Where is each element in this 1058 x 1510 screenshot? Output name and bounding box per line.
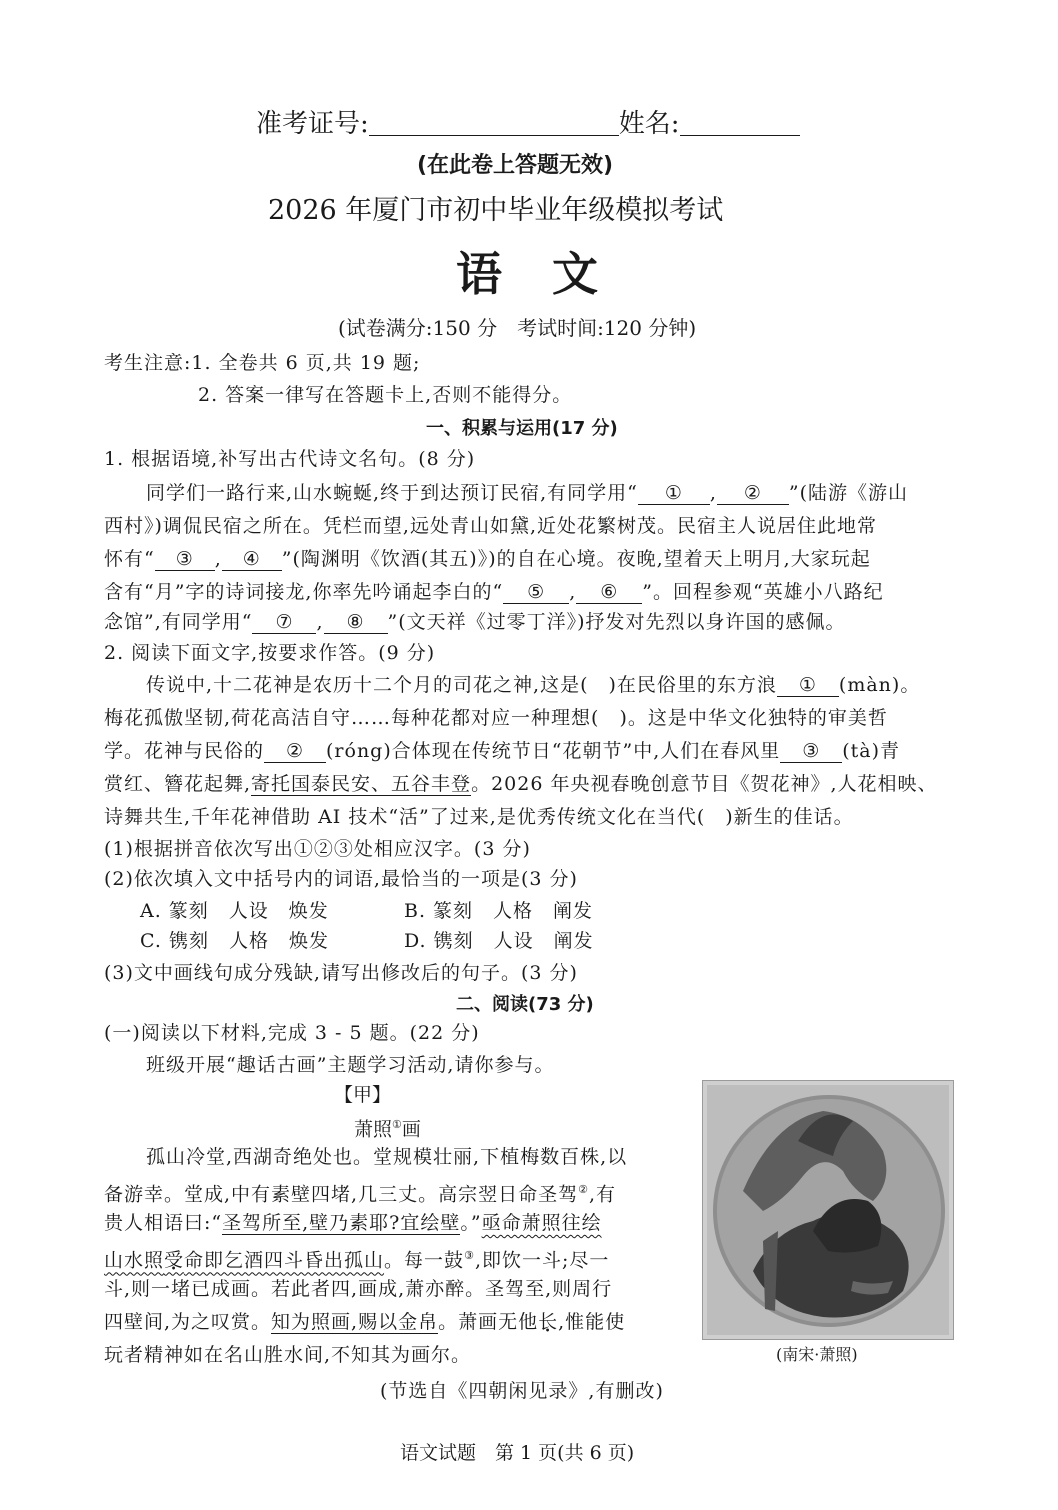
passage-text: ,即饮一斗;尽一: [474, 1249, 610, 1272]
dotted-char: 受: [164, 1249, 185, 1272]
underlined-sentence: 知为照画,赐以金帛: [271, 1311, 439, 1333]
page-footer: 语文试题 第 1 页(共 6 页): [400, 1442, 635, 1464]
notes-label: 考生注意:: [104, 352, 192, 374]
q2-sub-2: (2)依次填入文中括号内的词语,最恰当的一项是(3 分): [104, 868, 578, 890]
passage-line-2: [104, 1175, 616, 1209]
q2-line-4: [104, 769, 938, 799]
q1-text: 念馆”,有同学用“: [104, 611, 253, 633]
q2-text: (tà)青: [842, 740, 901, 762]
pinyin-blank-1: ①: [777, 674, 839, 697]
passage-text: ,惟能使: [558, 1311, 626, 1333]
section-2-heading: 二、阅读(73 分): [456, 994, 594, 1015]
blank-2: ②: [717, 482, 789, 505]
passage-line-4: [104, 1241, 609, 1275]
q2-line-3: [104, 736, 900, 766]
invalid-note: (在此卷上答题无效): [417, 153, 614, 178]
passage-text: 备游幸。堂成,中有素壁四堵,几三丈。高宗翌日命圣驾: [104, 1183, 579, 1206]
candidate-info-line: [256, 106, 800, 142]
q2-text: 学。花神与民俗的: [104, 740, 265, 762]
q1-text: 含有“月”字的诗词接龙,你率先吟诵起李白的“: [104, 581, 504, 603]
passage-line-1: 孤山冷堂,西湖奇绝处也。堂规模壮丽,下植梅数百株,以: [146, 1146, 628, 1168]
blank-6: ⑥: [576, 581, 642, 604]
passage-line-5: 斗,则一堵已成画。若此者四,画成,萧亦醉。圣驾至,则周行: [104, 1278, 613, 1300]
passage-text: ,有: [588, 1183, 617, 1206]
q1-text: ”(陶渊明《饮酒(其五)》)的自在心境。夜晚,望着天上明月,大家玩起: [281, 548, 871, 570]
passage-title-text: 萧照: [354, 1118, 393, 1141]
passage-text: 贵人相语曰:“: [104, 1212, 223, 1234]
q2-sub-3: (3)文中画线句成分残缺,请写出修改后的句子。(3 分): [104, 962, 578, 984]
q2-text: (màn)。: [838, 674, 921, 696]
footnote-mark: ③: [464, 1249, 475, 1262]
q2-line-2: 梅花孤傲坚韧,荷花高洁自守……每种花都对应一种理想( )。这是中华文化独特的审美哲: [104, 707, 888, 729]
passage-text: 四壁间,为之叹赏。: [104, 1311, 272, 1333]
passage-source: (节选自《四朝闲见录》,有删改): [380, 1380, 664, 1402]
passage-text: 。每一鼓: [384, 1249, 465, 1272]
q1-line-2: 西村》)调侃民宿之所在。凭栏而望,远处青山如黛,近处花繁树茂。民宿主人说居住此地常: [104, 515, 877, 537]
underlined-sentence: 圣驾所至,壁乃素耶?宜绘壁: [222, 1212, 461, 1234]
passage-line-6: [104, 1307, 625, 1337]
q1-line-5: 念馆”,有同学用“ ⑦ , ⑧ ”(文天祥《过零丁洋》)抒发对先烈以身许国的感佩。: [104, 611, 846, 633]
landscape-painting-icon: [703, 1081, 953, 1339]
pinyin-blank-3: ③: [780, 740, 842, 763]
subject-title: 语 文: [456, 247, 600, 301]
blank-3: ③: [155, 548, 215, 571]
q2-text: 。2026 年央视春晚创意节目《贺花神》,人花相映、: [471, 773, 938, 795]
notes-item-1: 1. 全卷共 6 页,共 19 题;: [191, 352, 421, 374]
name-blank: [680, 113, 800, 136]
blank-4: ④: [222, 548, 282, 571]
painting-image: [702, 1080, 954, 1340]
q1-text: 同学们一路行来,山水蜿蜒,终于到达预订民宿,有同学用“: [146, 482, 638, 504]
exam-title: 2026 年厦门市初中毕业年级模拟考试: [268, 195, 724, 226]
blank-1: ①: [638, 482, 710, 505]
q2-text: 赏红、簪花起舞,: [104, 773, 252, 795]
option-d: D. 镌刻 人设 阐发: [404, 930, 594, 952]
q1-line-4: 含有“月”字的诗词接龙,你率先吟诵起李白的“ ⑤ , ⑥ ”。回程参观“英雄小八路纪: [104, 581, 884, 603]
score-time: (试卷满分:150 分 考试时间:120 分钟): [338, 316, 697, 340]
reading-1-stem: (一)阅读以下材料,完成 3 - 5 题。(22 分): [104, 1022, 480, 1044]
passage-line-7: 玩者精神如在名山胜水间,不知其为画尔。: [104, 1344, 472, 1366]
passage-line-3: [104, 1208, 602, 1238]
wavy-underlined-sentence: 命即乞酒四斗昏出孤山: [184, 1249, 385, 1272]
exam-id-blank: [369, 113, 619, 136]
passage-label: 【甲】: [334, 1084, 392, 1106]
painting-caption: (南宋·萧照): [776, 1345, 858, 1364]
option-a: A. 篆刻 人设 焕发: [140, 900, 329, 922]
q2-line-1: [146, 670, 920, 700]
q1-text: ”(文天祥《过零丁洋》)抒发对先烈以身许国的感佩。: [387, 611, 846, 633]
blank-8: ⑧: [324, 611, 388, 634]
notes-item-2: 2. 答案一律写在答题卡上,否则不能得分。: [198, 384, 573, 406]
q1-text: ”。回程参观“英雄小八路纪: [642, 581, 884, 603]
q1-line-1: 同学们一路行来,山水蜿蜒,终于到达预订民宿,有同学用“ ① , ② ”(陆游《游山: [146, 482, 909, 504]
passage-title: [354, 1110, 421, 1144]
footnote-mark: ①: [392, 1118, 402, 1131]
q2-stem: 2. 阅读下面文字,按要求作答。(9 分): [104, 642, 436, 664]
passage-title-text: 画: [401, 1118, 421, 1141]
q1-text: ”(陆游《游山: [788, 482, 909, 504]
footnote-mark: ②: [578, 1183, 589, 1196]
q2-sub-1: (1)根据拼音依次写出①②③处相应汉字。(3 分): [104, 838, 531, 860]
passage-text: 。”: [460, 1212, 482, 1234]
name-label: 姓名:: [618, 109, 680, 139]
q2-text: (róng)合体现在传统节日“花朝节”中,人们在春风里: [326, 740, 781, 762]
q1-text: 怀有“: [104, 548, 155, 570]
underlined-sentence: 寄托国泰民安、五谷丰登: [251, 773, 472, 795]
section-1-heading: 一、积累与运用(17 分): [426, 418, 618, 439]
pinyin-blank-2: ②: [264, 740, 326, 763]
q2-text: 传说中,十二花神是农历十二个月的司花之神,这是( )在民俗里的东方浪: [146, 674, 777, 696]
dotted-char: 长: [538, 1311, 559, 1333]
q1-stem: 1. 根据语境,补写出古代诗文名句。(8 分): [104, 448, 476, 470]
option-b: B. 篆刻 人格 阐发: [404, 900, 594, 922]
notes-line-1: [104, 348, 420, 378]
q1-line-3: 怀有“ ③ , ④ ”(陶渊明《饮酒(其五)》)的自在心境。夜晚,望着天上明月,大家玩起: [104, 548, 871, 570]
option-c: C. 镌刻 人格 焕发: [140, 930, 329, 952]
blank-7: ⑦: [252, 611, 316, 634]
wavy-underlined-sentence: 山水照: [104, 1249, 165, 1272]
blank-5: ⑤: [503, 581, 569, 604]
wavy-underlined-sentence: 亟命萧照往绘: [481, 1212, 602, 1234]
passage-text: 。萧画无他: [438, 1311, 539, 1333]
reading-1-intro: 班级开展“趣话古画”主题学习活动,请你参与。: [146, 1054, 555, 1076]
exam-id-label: 准考证号:: [256, 109, 369, 139]
q2-line-5: 诗舞共生,千年花神借助 AI 技术“活”了过来,是优秀传统文化在当代( )新生的佳话。: [104, 806, 854, 828]
